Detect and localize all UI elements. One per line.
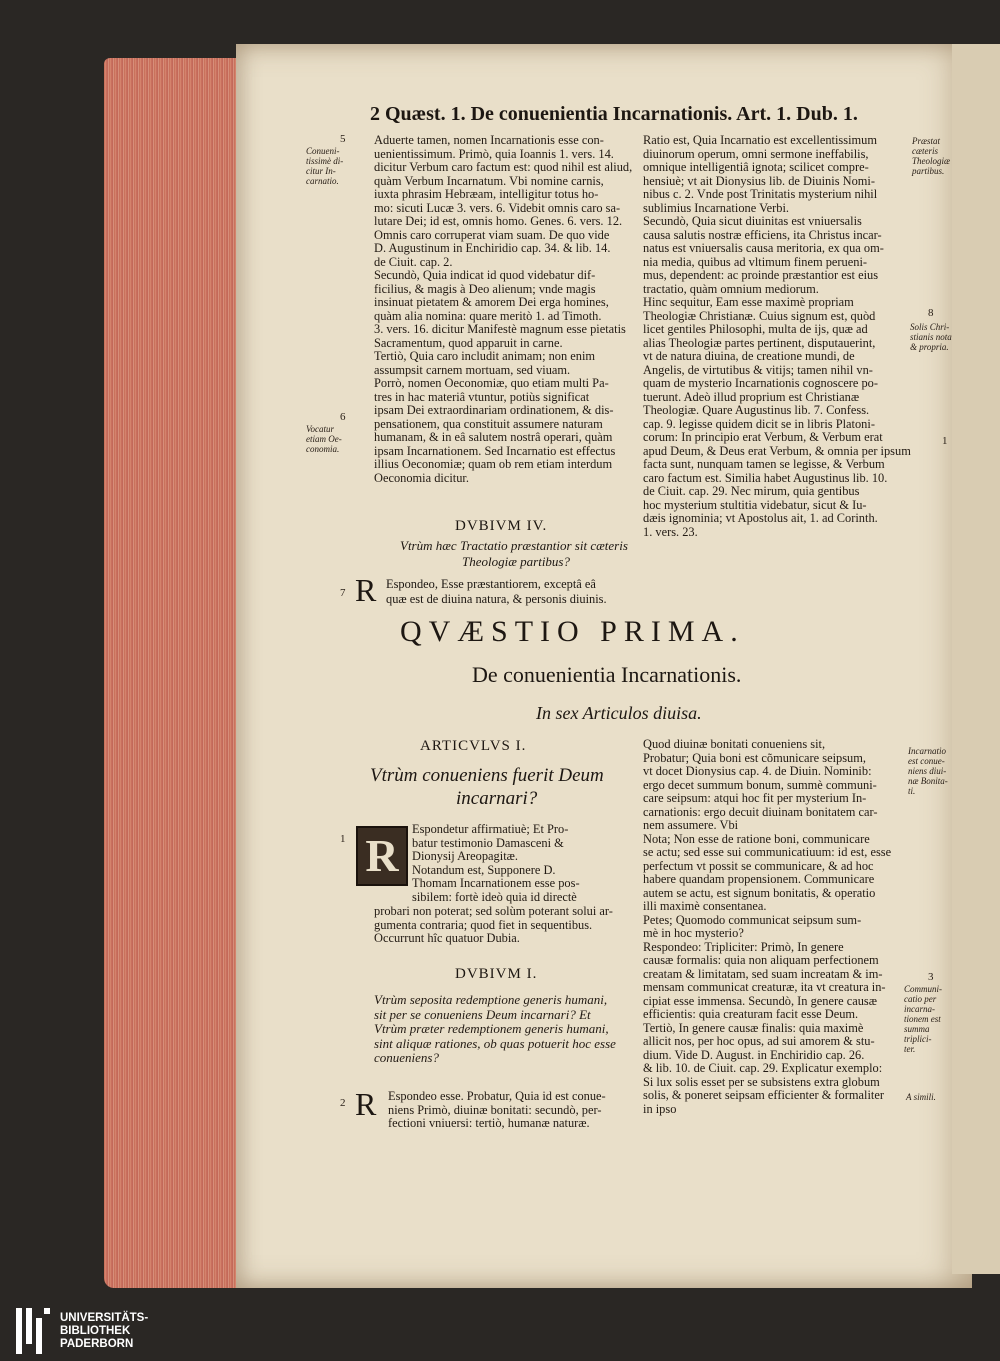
library-name-2: BIBLIOTHEK [60,1324,131,1337]
text-line: solis, & poneret seipsam efficienter & formaliter [643,1088,884,1102]
text-line: allicit nos, per hoc opus, ad sui amorem & stu- [643,1034,875,1048]
text-line: vt de natura diuina, de creatione mundi, de [643,349,855,363]
text-line: omnique intelligentiâ ignota; scilicet compre- [643,160,869,174]
text-line: quàm alia nomina: quare meritò 1. ad Timoth. [374,308,602,323]
text-line: Aduerte tamen, nomen Incarnationis esse con- [374,133,604,147]
text-line: Vtrùm præter redemptionem generis humani, [374,1021,609,1036]
margin-note-6: Vocatur etiam Oe- conomia. [306,424,342,454]
dubium-4-heading: DVBIVM IV. [455,518,548,534]
questio-division: In sex Articulos diuisa. [536,703,702,723]
articulus-question: Vtrùm conueniens fuerit Deum [370,765,604,786]
dubium-4-initial: R [355,572,377,608]
articulus-text [412,823,580,904]
text-line: Respondeo: Tripliciter: Primò, In genere [643,939,844,954]
text-line: sint aliquæ rationes, ob quas potuerit hoc esse [374,1035,616,1051]
articulus-heading: ARTICVLVS I. [420,738,527,754]
margin-number-8: 8 [928,307,934,319]
text-line: D. Augustinum in Enchiridio cap. 34. & lib. 14. [374,241,611,255]
text-line: quàm Verbum Incarnatum. Vbi nomine carnis, [374,173,604,188]
text-line: pensationem, qua constituit assumere naturam [374,416,603,431]
text-line: Secundò, Quia sicut diuinitas est vniuersalis [643,214,862,228]
text-line: hoc mysterium stultitia videbatur, sicut & Iu- [643,497,867,512]
text-line: Ratio est, Quia Incarnatio est excellentissimum [643,133,877,147]
right-column [643,134,911,539]
text-line: creatam & limitatam, sed suam increatam & im- [643,966,883,981]
margin-number-6: 6 [340,411,346,423]
library-name-1: UNIVERSITÄTS- [60,1311,149,1324]
questio-title: QVÆSTIO PRIMA. [400,615,745,648]
text-line: Dionysij Areopagitæ. [412,849,519,863]
text-line: cap. 9. legisse quidem dicit se in libris Platoni- [643,416,875,431]
margin-number-1-right: 1 [942,435,948,447]
text-line: dæis ignominia; vt Apostolus ait, 1. ad Corinth. [643,511,878,525]
text-line: natus est vniuersalis causa meritoria, ex qua om- [643,241,884,255]
text-line: sublimius Incarnatione Verbi. [643,200,790,215]
text-line: nem assumere. Vbi [643,818,739,832]
library-logo-icon [16,1308,50,1354]
text-line: fectioni vniuersi: tertiò, humanæ naturæ. [388,1116,590,1130]
text-line: mensam communicat creaturæ, ita vt creatura in- [643,980,886,994]
text-line: in ipso [643,1101,677,1116]
left-column [374,134,632,485]
text-line: ergo decet summum bonum, summè communi- [643,777,877,792]
text-line: humanam, & in eâ salutem nostrâ operari, quàm [374,430,613,444]
text-line: illi maximè consentanea. [643,899,767,913]
text-line: Sacramentum, quod apparuit in carne. [374,335,563,350]
text-line: conueniens? [374,1050,439,1065]
text-line: licet gentiles Philosophi, multa de ijs, quæ ad [643,322,868,336]
text-line: quam de mysterio Incarnationis cognoscere po- [643,376,878,390]
text-line: Secundò, Quia indicat id quod videbatur dif- [374,268,596,282]
next-page-edge [952,44,1000,1274]
running-header: 2 Quæst. 1. De conuenientia Incarnationis. Art. 1. Dub. 1. [370,103,858,125]
dubium-1-question [374,993,616,1066]
text-line: caro factum est. Similia habet Augustinus lib. 10. [643,470,888,485]
text-line: sibilem: fortè ideò quia id directè [412,889,577,904]
margin-note-solis: Solis Chri- stianis nota & propria. [910,322,952,352]
library-name-3: PADERBORN [60,1337,134,1350]
text-line: nibus c. 2. Vnde post Trinitatis mysterium nihil [643,187,878,201]
dubium-4-response: Espondeo, Esse præstantiorem, exceptâ eâ [386,577,596,591]
dubium-1-response [388,1090,606,1131]
page-edge [104,58,239,1288]
text-line: Espondeo esse. Probatur, Quia id est conue- [388,1089,606,1103]
text-line: Theologiæ Christianæ. Cuius signum est, quòd [643,308,876,323]
text-line: facta sunt, nunquam tamen se legisse, & Verbum [643,457,885,471]
dubium-4-question-2: Theologiæ partibus? [462,554,570,569]
margin-note-communicatio: Communi- catio per incarna- tionem est summa triplici- ter. [904,984,942,1054]
text-line: niens Primò, diuinæ bonitati: secundò, per- [388,1102,602,1117]
margin-number-2: 2 [340,1097,346,1109]
text-line: Probatur; Quia boni est cõmunicare seipsum, [643,750,866,765]
text-line: ipsam Dei extraordinariam ordinationem, & dis- [374,403,614,417]
text-line: Nota; Non esse de ratione boni, communicare [643,831,870,846]
text-line: & lib. 10. de Ciuit. cap. 29. Explicatur exemplo: [643,1061,883,1075]
text-line: Porrò, nomen Oeconomiæ, quo etiam multi Pa- [374,376,609,390]
text-line: Si lux solis esset per se subsistens extra globum [643,1074,880,1089]
margin-note-incarnatio: Incarnatio est conue- niens diui- næ Bonita- ti. [908,746,948,796]
text-line: mus, dependent: ac proinde præstantior est eius [643,268,879,282]
text-line: sit per se conueniens Deum incarnari? Et [374,1006,591,1022]
margin-note-praestat: Præstat cæteris Theologiæ partibus. [912,136,951,176]
text-line: Theologiæ. Quare Augustinus lib. 7. Confess. [643,403,870,417]
text-line: alias Theologiæ partes pertinent, disputauerint, [643,335,876,350]
text-line: apud Deum, & Deus erat Verbum, & omnia per ipsum [643,443,911,458]
text-line: habere quandam propensionem. Communicare [643,872,875,886]
text-line: Oeconomia dicitur. [374,470,469,485]
margin-number-5: 5 [340,133,346,145]
right-column-lower [643,738,891,1116]
text-line: lutare Dei; id est, omnis homo. Genes. 6. vers. 12. [374,214,623,228]
library-logo [16,1308,148,1354]
text-line: probari non poterat; sed solùm poterant solui ar- [374,904,613,918]
questio-subtitle: De conuenientia Incarnationis. [472,662,742,687]
text-line: Angelis, de virtutibus & vitijs; tamen nihil vn- [643,362,873,377]
text-line: dicitur Verbum caro factum est: quod nihil est aliud, [374,160,633,174]
text-line: ficilius, & magis à Deo alienum; vnde magis [374,281,596,296]
text-line: gumenta contraria; quod fiet in sequentibus. [374,917,593,932]
text-line: Quod diuinæ bonitati conueniens sit, [643,737,826,751]
text-line: illius Oeconomiæ; quam ob rem etiam interdum [374,457,613,471]
margin-number-1: 1 [340,833,346,845]
text-line: iuxta phrasim Hebræam, intelligitur totus ho- [374,187,599,201]
text-line: diuinorum operum, omni sermone ineffabilis, [643,146,869,161]
text-line: carnationis: ergo decuit diuinam bonitatem car- [643,804,878,819]
text-line: Tertiò, Quia caro includit animam; non enim [374,349,596,363]
articulus-text-2 [374,905,613,946]
text-line: Occurrunt hîc quatuor Dubia. [374,931,520,945]
text-line: cipiat esse immensa. Secundò, In genere causæ [643,993,877,1008]
text-line: tractatio, quàm omnium mediorum. [643,281,819,296]
text-line: 3. vers. 16. dicitur Manifestè magnum esse pietatis [374,322,626,336]
text-line: care seipsum: atqui hoc fit per mysterium In- [643,791,867,805]
text-line: autem se actu, est signum bonitatis, & operatio [643,885,876,900]
margin-note-simili: A simili. [906,1092,936,1102]
text-line: tres in hac materiâ vtuntur, potiùs significat [374,389,590,404]
dubium-4-response-2: quæ est de diuina natura, & personis diuinis. [386,592,607,606]
margin-note-5: Conueni- tissimè di- citur In- carnatio. [306,146,344,186]
text-line: de Ciuit. cap. 29. Nec mirum, quia gentibus [643,484,860,498]
text-line: Notandum est, Supponere D. [412,862,556,877]
text-line: 1. vers. 23. [643,524,698,539]
text-line: hensiuè; vt ait Dionysius lib. de Diuinis Nomi- [643,173,875,188]
text-line: de Ciuit. cap. 2. [374,254,453,269]
text-line: Vtrùm seposita redemptione generis humani, [374,992,608,1007]
margin-number-3: 3 [928,971,934,983]
text-line: nia media, quibus ad vltimum finem perueni- [643,254,868,269]
text-line: insinuat pietatem & amorem Dei erga homines, [374,295,609,309]
text-line: vt docet Dionysius cap. 4. de Diuin. Nominib: [643,764,872,778]
dubium-4-question: Vtrùm hæc Tractatio præstantior sit cæteris [400,538,628,553]
text-line: se actu; sed esse sui communicatiuum: id est, esse [643,845,892,859]
dubium-1-initial: R [355,1086,377,1122]
text-line: batur testimonio Damasceni & [412,835,564,850]
text-line: Tertiò, In genere causæ finalis: quia maximè [643,1020,864,1035]
decorated-initial: R [356,826,408,886]
text-line: efficientis: quia creaturam facit esse Deum. [643,1007,859,1021]
dubium-1-heading: DVBIVM I. [455,966,538,982]
text-line: Thomam Incarnationem esse pos- [412,876,580,890]
text-line: dium. Vide D. August. in Enchiridio cap. 26. [643,1047,865,1062]
articulus-question-2: incarnari? [456,788,538,809]
text-line: uenientissimum. Primò, quia Ioannis 1. vers. 14. [374,146,614,161]
text-line: perfectum vt possit se communicare, & ad hoc [643,858,874,873]
text-line: assumpsit carnem mortuam, sed viuam. [374,362,571,377]
text-line: Espondetur affirmatiuè; Et Pro- [412,822,569,836]
text-line: causæ formalis: quia non aliquam perfectionem [643,953,879,967]
text-line: corum: In principio erat Verbum, & Verbum erat [643,430,883,444]
text-line: mo: sicuti Lucæ 3. vers. 6. Videbit omnis caro sa- [374,200,621,215]
text-line: mè in hoc mysterio? [643,926,744,940]
margin-number-7: 7 [340,587,346,599]
text-line: Hinc sequitur, Eam esse maximè propriam [643,295,854,309]
text-line: causa salutis nostræ efficiens, ita Christus incar- [643,227,882,242]
text-line: Petes; Quomodo communicat seipsum sum- [643,912,862,927]
text-line: ipsam Incarnationem. Sed Incarnatio est effectus [374,443,616,458]
text-line: Omnis caro corruperat viam suam. De quo vide [374,227,610,242]
text-line: tuerunt. Adeò illud proprium est Christianæ [643,389,860,404]
